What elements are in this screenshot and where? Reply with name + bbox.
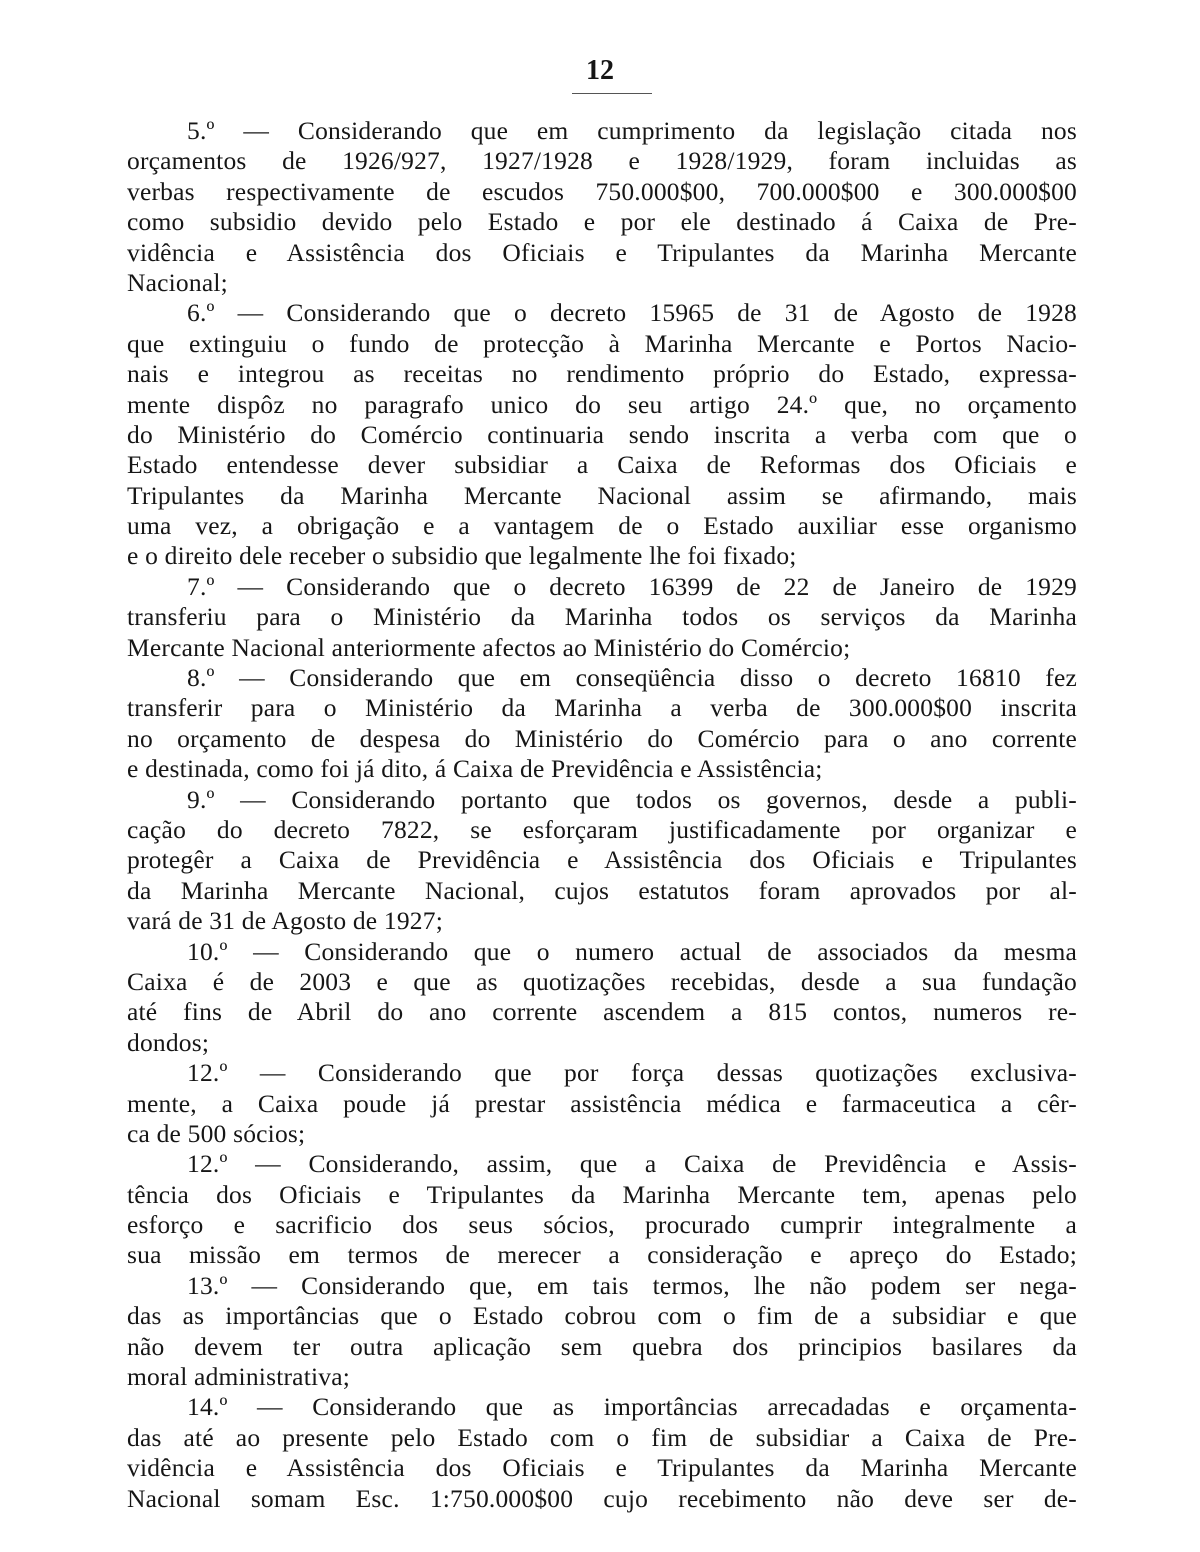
paragraph-8 bbox=[127, 663, 1077, 785]
paragraph-10 bbox=[127, 937, 1077, 1059]
text-line: mente, a Caixa poude já prestar assistência médica e farmaceutica a cêr- bbox=[127, 1088, 1077, 1118]
text-line: 9.º — Considerando portanto que todos os governos, desde a publi- bbox=[187, 784, 1077, 814]
text-line: da Marinha Mercante Nacional, cujos estatutos foram aprovados por al- bbox=[127, 875, 1077, 905]
text-line: orçamentos de 1926/927, 1927/1928 e 1928/1929, foram incluidas as bbox=[127, 146, 1077, 176]
paragraph-6 bbox=[127, 298, 1077, 572]
text-line: 5.º — Considerando que em cumprimento da legislação citada nos bbox=[187, 116, 1077, 145]
paragraph-13 bbox=[127, 1271, 1077, 1393]
text-line: Nacional somam Esc. 1:750.000$00 cujo recebimento não deve ser de- bbox=[127, 1483, 1077, 1513]
text-line: 7.º — Considerando que o decreto 16399 de 22 de Janeiro de 1929 bbox=[187, 571, 1077, 601]
paragraph-9 bbox=[127, 785, 1077, 937]
text-line: 14.º — Considerando que as importâncias arrecadadas e orçamenta- bbox=[187, 1392, 1077, 1422]
text-line: verbas respectivamente de escudos 750.000$00, 700.000$00 e 300.000$00 bbox=[127, 176, 1077, 206]
text-line: vidência e Assistência dos Oficiais e Tripulantes da Marinha Mercante bbox=[127, 1453, 1077, 1483]
page-number: 12 bbox=[586, 55, 614, 86]
text-line: moral administrativa; bbox=[127, 1362, 351, 1392]
paragraph-14 bbox=[127, 1392, 1077, 1514]
text-line: uma vez, a obrigação e a vantagem de o Estado auxiliar esse organismo bbox=[127, 511, 1077, 541]
text-line: 8.º — Considerando que em conseqüência disso o decreto 16810 fez bbox=[187, 663, 1077, 693]
text-line: nais e integrou as receitas no rendimento próprio do Estado, expressa- bbox=[127, 359, 1077, 389]
paragraph-5 bbox=[127, 116, 1077, 298]
paragraph-12b bbox=[127, 1149, 1077, 1271]
text-line: Nacional; bbox=[127, 267, 228, 297]
text-line: dondos; bbox=[127, 1027, 210, 1057]
text-line: Mercante Nacional anteriormente afectos ao Ministério do Comércio; bbox=[127, 632, 851, 662]
text-line: não devem ter outra aplicação sem quebra dos principios basilares da bbox=[127, 1331, 1077, 1361]
text-line: 10.º — Considerando que o numero actual de associados da mesma bbox=[187, 936, 1077, 966]
paragraph-7 bbox=[127, 572, 1077, 663]
text-line: Tripulantes da Marinha Mercante Nacional assim se afirmando, mais bbox=[127, 480, 1077, 510]
text-line: ca de 500 sócios; bbox=[127, 1118, 306, 1148]
text-line: Caixa é de 2003 e que as quotizações recebidas, desde a sua fundação bbox=[127, 966, 1077, 996]
text-line: até fins de Abril do ano corrente ascendem a 815 contos, numeros re- bbox=[127, 997, 1077, 1027]
text-line: Estado entendesse dever subsidiar a Caixa de Reformas dos Oficiais e bbox=[127, 450, 1077, 480]
text-line: mente dispôz no paragrafo unico do seu artigo 24.º que, no orçamento bbox=[127, 389, 1077, 419]
text-line: e destinada, como foi já dito, á Caixa de Previdência e Assistência; bbox=[127, 754, 823, 784]
document-body bbox=[127, 116, 1077, 1514]
text-line: 12.º — Considerando que por força dessas quotizações exclusiva- bbox=[187, 1058, 1077, 1088]
text-line: protegêr a Caixa de Previdência e Assistência dos Oficiais e Tripulantes bbox=[127, 845, 1077, 875]
text-line: transferiu para o Ministério da Marinha todos os serviços da Marinha bbox=[127, 602, 1077, 632]
text-line: das as importâncias que o Estado cobrou com o fim de a subsidiar e que bbox=[127, 1301, 1077, 1331]
text-line: como subsidio devido pelo Estado e por ele destinado á Caixa de Pre- bbox=[127, 207, 1077, 237]
page-number-rule bbox=[572, 93, 652, 94]
text-line: vará de 31 de Agosto de 1927; bbox=[127, 906, 443, 936]
text-line: no orçamento de despesa do Ministério do Comércio para o ano corrente bbox=[127, 723, 1077, 753]
paragraph-12a bbox=[127, 1058, 1077, 1149]
text-line: sua missão em termos de merecer a consideração e apreço do Estado; bbox=[127, 1240, 1077, 1270]
text-line: tência dos Oficiais e Tripulantes da Marinha Mercante tem, apenas pelo bbox=[127, 1179, 1077, 1209]
text-line: e o direito dele receber o subsidio que legalmente lhe foi fixado; bbox=[127, 541, 797, 571]
text-line: 6.º — Considerando que o decreto 15965 de 31 de Agosto de 1928 bbox=[187, 298, 1077, 328]
text-line: do Ministério do Comércio continuaria sendo inscrita a verba com que o bbox=[127, 419, 1077, 449]
text-line: vidência e Assistência dos Oficiais e Tripulantes da Marinha Mercante bbox=[127, 237, 1077, 267]
text-line: esforço e sacrificio dos seus sócios, procurado cumprir integralmente a bbox=[127, 1210, 1077, 1240]
text-line: transferir para o Ministério da Marinha a verba de 300.000$00 inscrita bbox=[127, 693, 1077, 723]
text-line: que extinguiu o fundo de protecção à Marinha Mercante e Portos Nacio- bbox=[127, 328, 1077, 358]
text-line: cação do decreto 7822, se esforçaram justificadamente por organizar e bbox=[127, 814, 1077, 844]
text-line: 13.º — Considerando que, em tais termos, lhe não podem ser nega- bbox=[187, 1270, 1077, 1300]
text-line: 12.º — Considerando, assim, que a Caixa de Previdência e Assis- bbox=[187, 1149, 1077, 1179]
text-line: das até ao presente pelo Estado com o fim de subsidiar a Caixa de Pre- bbox=[127, 1422, 1077, 1452]
